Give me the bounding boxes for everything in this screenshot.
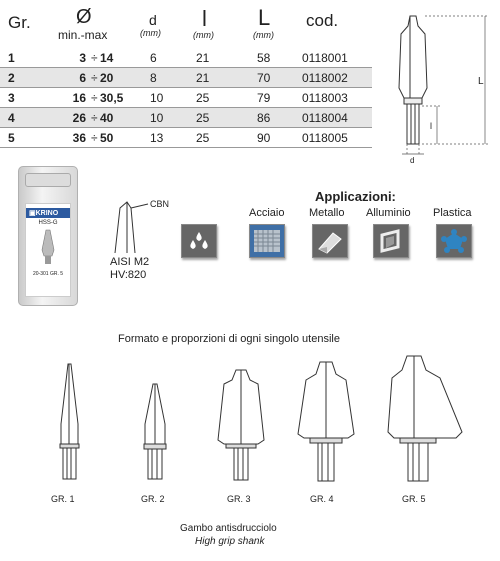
table-row [0,108,372,128]
cell-min: 26 [72,111,86,125]
table-row [0,48,372,68]
tool-gr4 [298,362,354,481]
cell-cod: 0118003 [302,91,348,105]
table-row [0,88,372,108]
steel-mesh-icon [250,225,284,257]
krino-logo-icon: ▣ [29,210,36,217]
dim-label-l: l [430,121,432,131]
cell-gr: 2 [8,71,15,85]
tool-gr3 [218,370,264,480]
cell-max: 30,5 [100,91,124,105]
cell-cod: 0118002 [302,71,348,85]
cell-sep: ÷ [91,51,98,65]
header-l-small: l [202,6,207,31]
cell-L: 70 [257,71,271,85]
tool-label-gr2: GR. 2 [141,494,165,504]
applications-title: Applicazioni: [315,189,396,204]
cell-min: 6 [79,71,86,85]
table-row [0,128,372,148]
product-package [18,166,78,306]
cell-min: 3 [79,51,86,65]
hardness: HV:820 [110,269,147,281]
header-diameter-range: min.-max [58,28,108,42]
cell-l: 25 [196,111,210,125]
app-tile-aluminium [373,224,409,258]
cell-gr: 5 [8,131,15,145]
cell-gr: 1 [8,51,15,65]
app-label-plastic: Plastica [433,207,472,219]
header-cod: cod. [306,11,339,30]
package-cap [25,173,71,187]
cell-min: 36 [72,131,86,145]
app-tile-metal [312,224,348,258]
cell-cod: 0118001 [302,51,348,65]
header-l-big-unit: (mm) [253,30,274,40]
cell-L: 79 [257,91,271,105]
package-label [25,203,71,297]
plastic-molecule-icon [437,225,471,257]
cell-L: 90 [257,131,271,145]
header-l-small-unit: (mm) [193,30,214,40]
cell-max: 14 [100,51,114,65]
coolant-tile [181,224,217,258]
metal-profile-icon [313,225,347,257]
cell-min: 16 [72,91,86,105]
header-diameter-symbol: Ø [76,6,92,28]
header-d-unit: (mm) [140,28,161,38]
tool-label-gr4: GR. 4 [310,494,334,504]
shank-caption-en: High grip shank [195,536,265,547]
cell-sep: ÷ [91,111,98,125]
app-label-steel: Acciaio [249,207,285,219]
package-brand: ▣KRINO [26,208,70,218]
cell-L: 86 [257,111,271,125]
dim-label-d: d [410,156,415,164]
steel-grade: AISI M2 [110,256,150,268]
cell-cod: 0118005 [302,131,348,145]
cell-gr: 3 [8,91,15,105]
header-l-big: L [258,5,271,30]
package-drill-icon [26,226,70,266]
cell-sep: ÷ [91,71,98,85]
app-label-aluminium: Alluminio [366,207,411,219]
cell-max: 20 [100,71,114,85]
tool-label-gr5: GR. 5 [402,494,426,504]
cell-d: 10 [150,111,164,125]
cell-l: 25 [196,131,210,145]
dimension-drawing [380,14,495,164]
table-row [0,68,372,88]
coating-label: CBN [150,199,170,209]
coolant-drops-icon [182,225,216,257]
cell-max: 50 [100,131,114,145]
dim-label-L: L [478,76,484,87]
cell-cod: 0118004 [302,111,348,125]
cell-sep: ÷ [91,131,98,145]
package-line1: HSS-G [38,220,58,226]
table-header [0,5,372,48]
tool-gr2 [144,384,166,479]
app-tile-plastic [436,224,472,258]
cell-d: 10 [150,91,164,105]
format-caption: Formato e proporzioni di ogni singolo utensile [118,333,340,345]
header-d: d [149,12,157,28]
shank-caption-it: Gambo antisdrucciolo [180,523,277,534]
tool-drawings [0,352,500,487]
cell-d: 13 [150,131,164,145]
cell-max: 40 [100,111,114,125]
spec-table [0,5,372,148]
header-gr: Gr. [8,13,31,32]
tool-gr5 [388,356,462,481]
cell-l: 21 [196,71,210,85]
cell-gr: 4 [8,111,15,125]
cell-sep: ÷ [91,91,98,105]
tool-label-gr1: GR. 1 [51,494,75,504]
aluminium-profile-icon [374,225,408,257]
tool-gr1 [60,364,79,479]
cell-l: 25 [196,91,210,105]
cell-l: 21 [196,51,210,65]
tool-label-gr3: GR. 3 [227,494,251,504]
app-label-metal: Metallo [309,207,345,219]
cell-d: 8 [150,71,157,85]
cell-d: 6 [150,51,157,65]
package-code: 20-301 GR. 5 [32,271,64,277]
app-tile-steel [249,224,285,258]
cell-L: 58 [257,51,271,65]
